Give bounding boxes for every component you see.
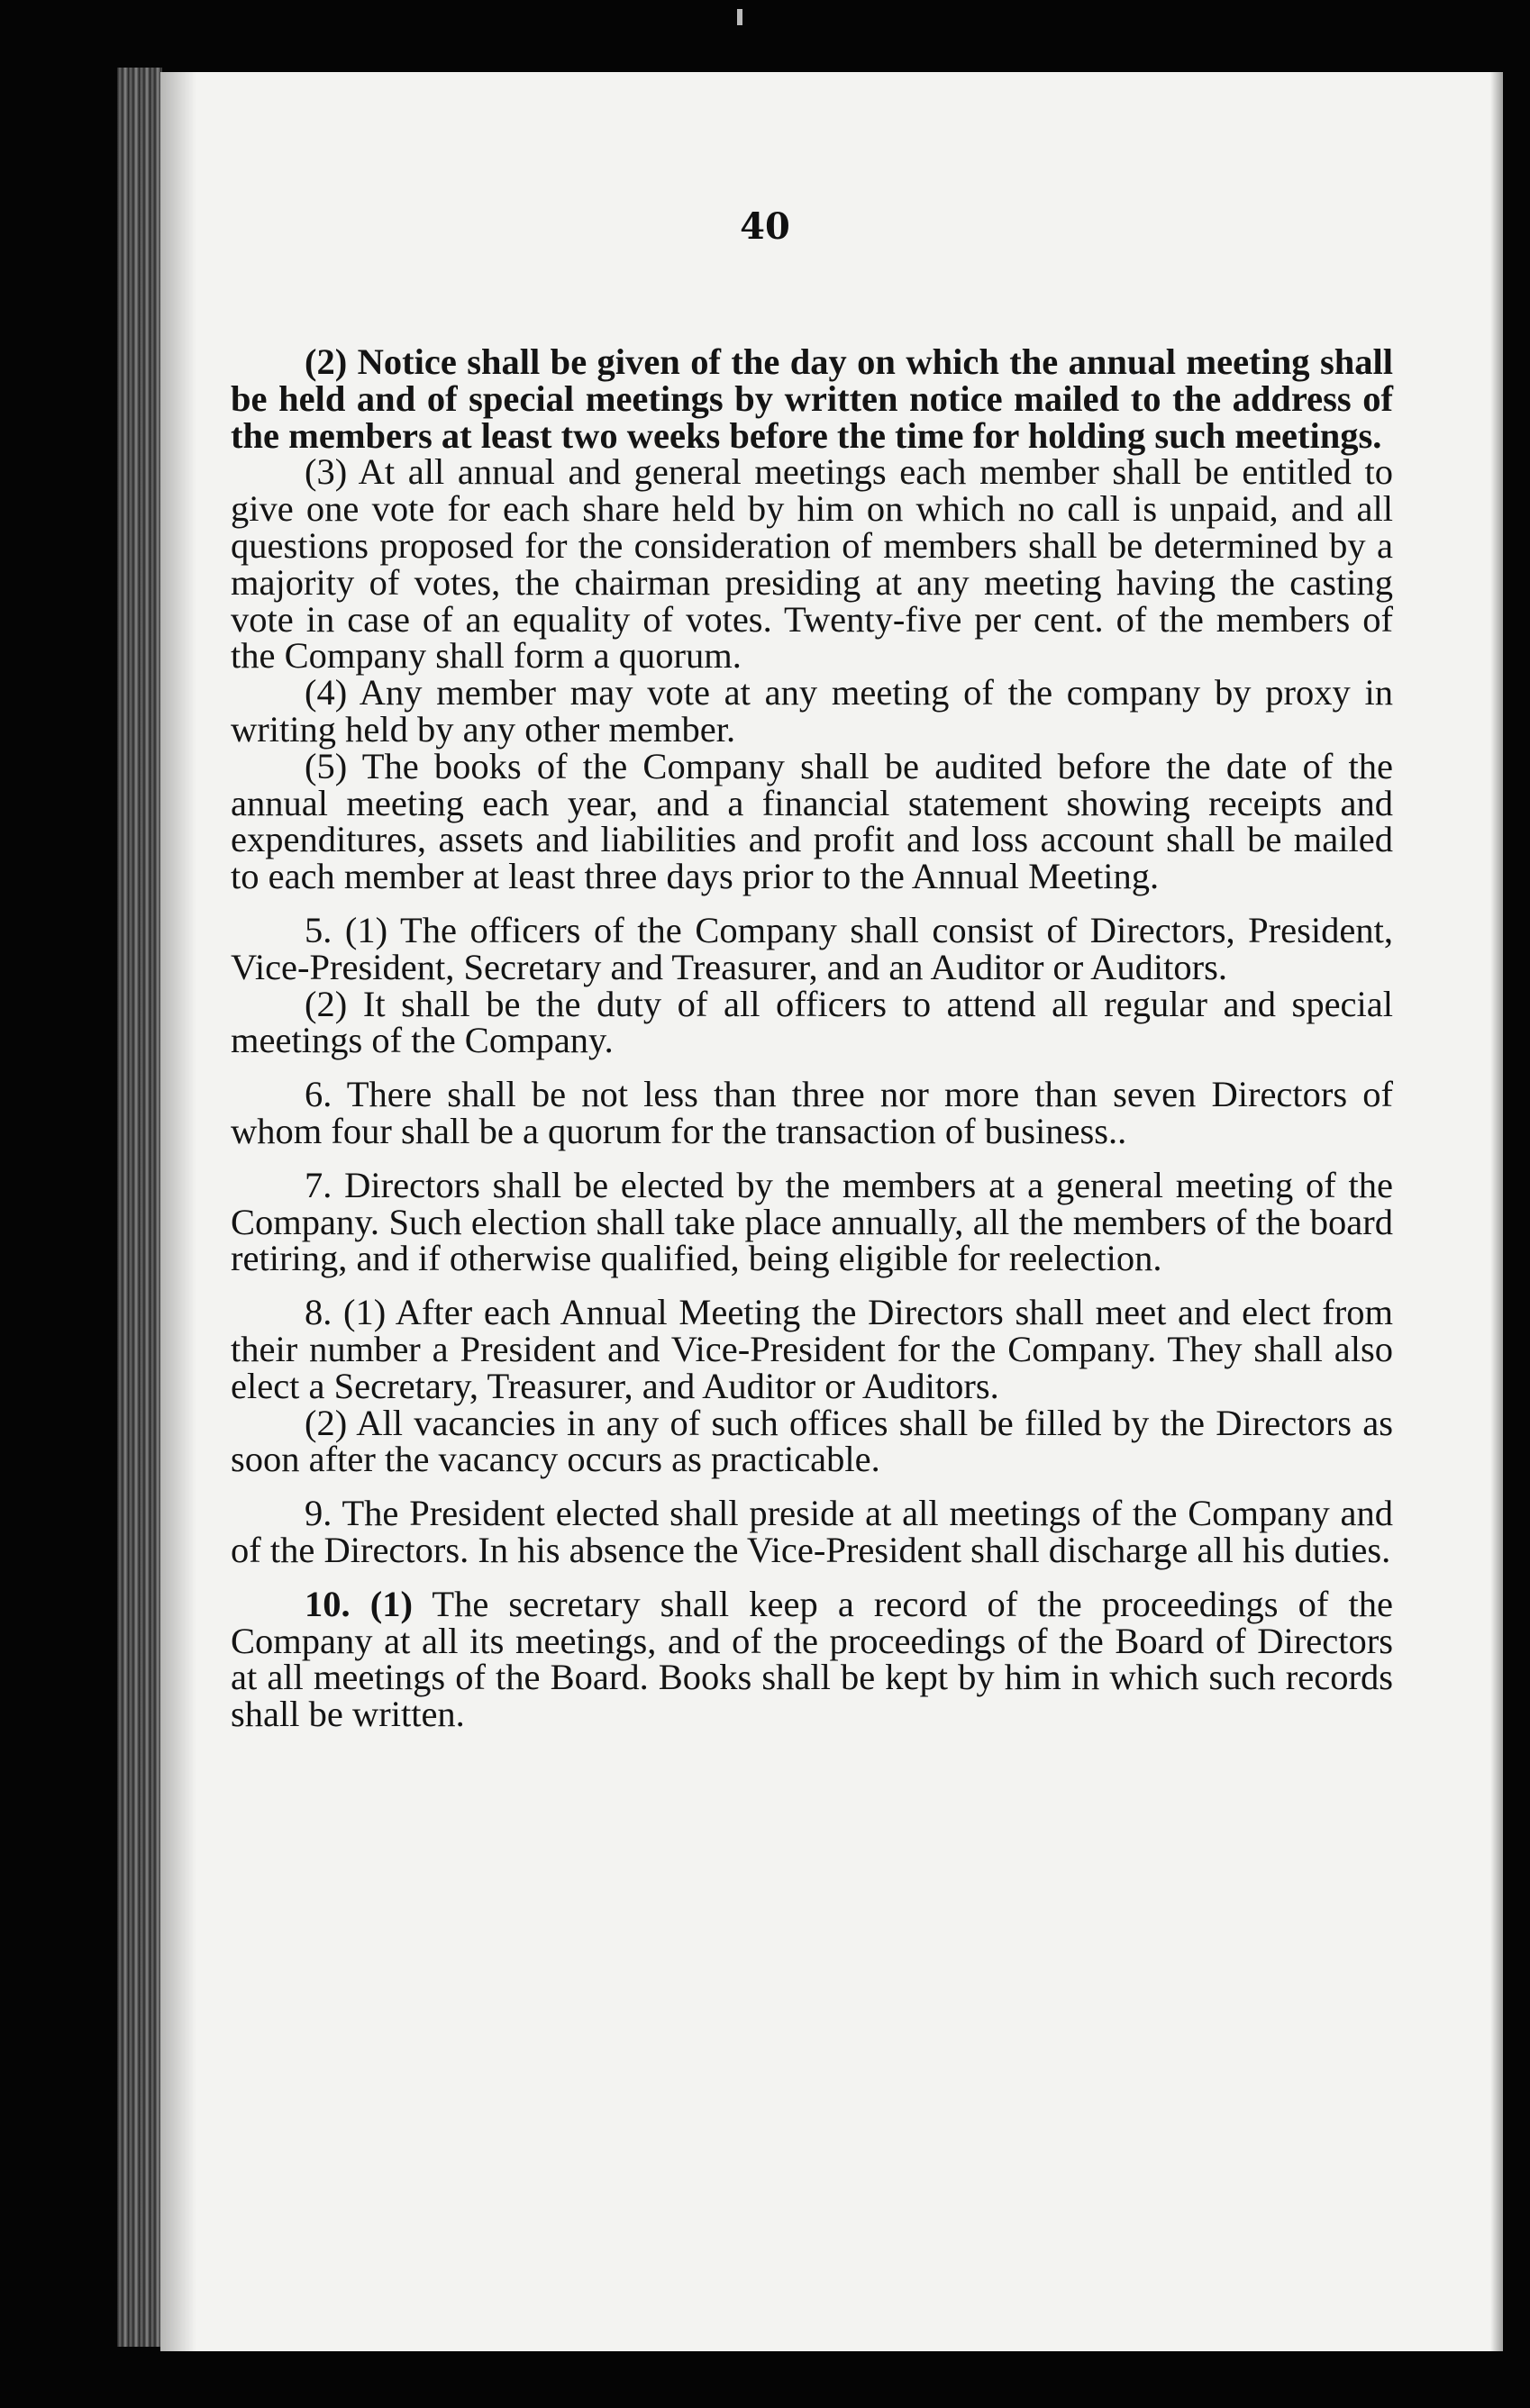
paragraph-text: At all annual and general meetings each member shall be entitled to give one vote for each share held by him on which no call is unpaid, and all questions proposed for the consideration of members shall be determined by a majority of votes, the chairman presiding at any meeting having the casting vote in case of an equality of votes. Twenty-five per cent. of the members of the Company shall form a quorum. xyxy=(231,451,1393,677)
section-7-election xyxy=(231,1164,1393,1279)
paragraph-text: The President elected shall preside at all meetings of the Company and of the Directors. In his absence the Vice-President shall discharge all his duties. xyxy=(231,1493,1393,1570)
paragraph-text: Notice shall be given of the day on which the annual meeting shall be held and of special meetings by written notice mailed to the address of the members at least two weeks before the time for holding such meetings. xyxy=(231,341,1393,456)
paragraph-text: The secretary shall keep a record of the proceedings of the Company at all its meetings, and of the proceedings of the Board of Directors at all meetings of the Board. Books shall be kept by him in which such records shall be written. xyxy=(231,1583,1393,1735)
paragraph-label: 9. xyxy=(305,1493,332,1534)
page-edge-shadow xyxy=(1490,72,1503,2351)
paragraph-label: (5) xyxy=(305,745,348,786)
paragraph-label: (3) xyxy=(305,451,348,493)
paragraph-label: 7. xyxy=(305,1164,332,1205)
paragraph-text: There shall be not less than three nor more than seven Directors of whom four shall be a quorum for the transaction of business.. xyxy=(231,1074,1393,1151)
paragraph-text: Directors shall be elected by the members at a general meeting of the Company. Such election shall take place annually, all the members of the board retiring, and if otherwise qualified, being eligible for reelection. xyxy=(231,1164,1393,1279)
section-8-2-vacancies xyxy=(231,1402,1393,1480)
paragraph-text: The officers of the Company shall consist of Directors, President, Vice-President, Secretary and Treasurer, and an Auditor or Auditors. xyxy=(231,909,1393,987)
section-5-1-officers xyxy=(231,909,1393,987)
page-number: 40 xyxy=(740,205,790,248)
paragraph-4-proxy xyxy=(231,672,1394,750)
section-8-1-officer-election xyxy=(231,1292,1393,1406)
section-6-directors xyxy=(231,1074,1393,1151)
section-10-1-secretary xyxy=(231,1583,1393,1735)
paragraph-label: (2) xyxy=(305,1402,348,1443)
paragraph-label: 6. xyxy=(305,1074,332,1115)
paragraph-label: 10. (1) xyxy=(305,1583,413,1624)
paragraph-text: It shall be the duty of all officers to attend all regular and special meetings of the Company. xyxy=(231,983,1394,1061)
paragraph-label: (2) xyxy=(305,983,348,1024)
book-page-edges xyxy=(117,68,162,2347)
paragraph-2-notice xyxy=(231,341,1393,456)
paragraph-text: The books of the Company shall be audited before the date of the annual meeting each year, and a financial statement showing receipts and expenditures, assets and liabilities and profit and loss account shall be mailed to each member at least three days prior to the Annual Meeting. xyxy=(231,745,1393,897)
paragraph-label: (2) xyxy=(305,341,348,382)
paragraph-5-audit xyxy=(231,745,1393,897)
paragraph-label: 8. (1) xyxy=(305,1292,387,1333)
paragraph-3-voting xyxy=(231,451,1393,677)
paragraph-label: 5. (1) xyxy=(305,909,388,950)
paragraph-text: After each Annual Meeting the Directors shall meet and elect from their number a President and Vice-President for the Company. They shall also elect a Secretary, Treasurer, and Auditor or Auditors. xyxy=(231,1292,1393,1406)
scan-artifact xyxy=(737,9,742,25)
section-5-2-duty xyxy=(231,983,1394,1061)
paragraph-label: (4) xyxy=(305,672,348,713)
gutter-shadow xyxy=(160,72,196,2351)
paragraph-text: Any member may vote at any meeting of the company by proxy in writing held by any other member. xyxy=(231,672,1394,750)
body-text xyxy=(231,341,1394,1735)
paragraph-text: All vacancies in any of such offices shall be filled by the Directors as soon after the vacancy occurs as practicable. xyxy=(231,1402,1393,1480)
section-9-president xyxy=(231,1495,1393,1569)
